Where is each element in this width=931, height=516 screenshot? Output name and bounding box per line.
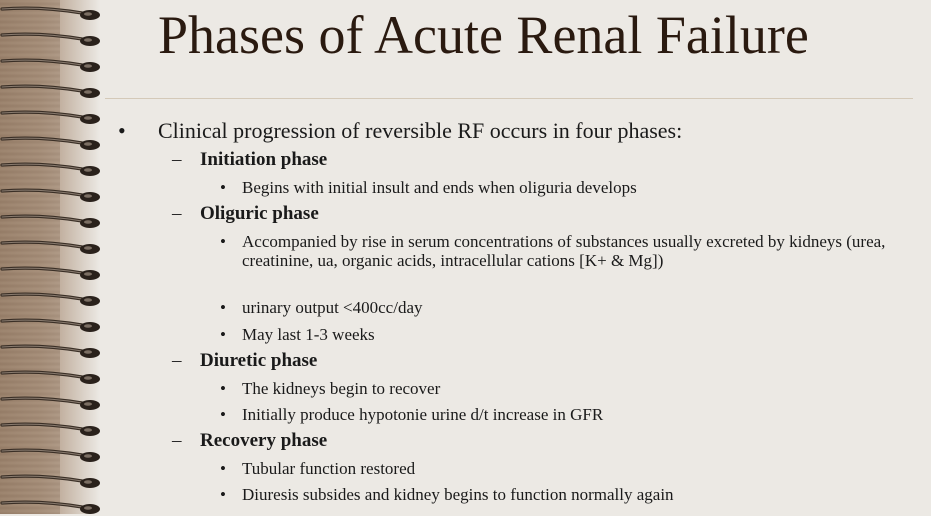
bullet-symbol: •	[220, 325, 226, 344]
phase-name: Recovery phase	[200, 430, 328, 451]
point-text: urinary output <400cc/day	[242, 298, 423, 317]
phase-point	[220, 325, 910, 344]
bullet-symbol: •	[220, 459, 226, 478]
point-text: Diuresis subsides and kidney begins to function normally again	[242, 485, 674, 504]
intro-text: Clinical progression of reversible RF occurs in four phases:	[158, 118, 683, 143]
point-text: Accompanied by rise in serum concentrations of substances usually excreted by kidneys (urea, creatinine, ua, organic acids, intracellular cations [K+ & Mg])	[242, 232, 886, 270]
phase-point	[220, 232, 910, 270]
dash-symbol: –	[172, 350, 182, 371]
dash-symbol: –	[172, 203, 182, 224]
phase-point	[220, 379, 910, 398]
bullet-symbol: •	[220, 178, 226, 197]
bullet-symbol: •	[220, 298, 226, 317]
phase-point	[220, 178, 910, 197]
point-text: Begins with initial insult and ends when oliguria develops	[242, 178, 637, 197]
phase-point	[220, 298, 910, 317]
dash-symbol: –	[172, 430, 182, 451]
phase-point	[220, 485, 910, 504]
phase-name: Diuretic phase	[200, 350, 318, 371]
phase-name: Oliguric phase	[200, 203, 319, 224]
point-text: Tubular function restored	[242, 459, 416, 478]
bullet-symbol: •	[220, 232, 226, 251]
bullet-symbol: •	[220, 379, 226, 398]
point-text: Initially produce hypotonie urine d/t increase in GFR	[242, 405, 604, 424]
bullet-symbol: •	[118, 118, 126, 143]
phase-name: Initiation phase	[200, 149, 328, 170]
bullet-symbol: •	[220, 485, 226, 504]
phase-point	[220, 459, 910, 478]
dash-symbol: –	[172, 149, 182, 170]
point-text: The kidneys begin to recover	[242, 379, 441, 398]
bullet-symbol: •	[220, 405, 226, 424]
slide-title: Phases of Acute Renal Failure	[158, 5, 809, 65]
point-text: May last 1-3 weeks	[242, 325, 375, 344]
phase-point	[220, 405, 910, 424]
